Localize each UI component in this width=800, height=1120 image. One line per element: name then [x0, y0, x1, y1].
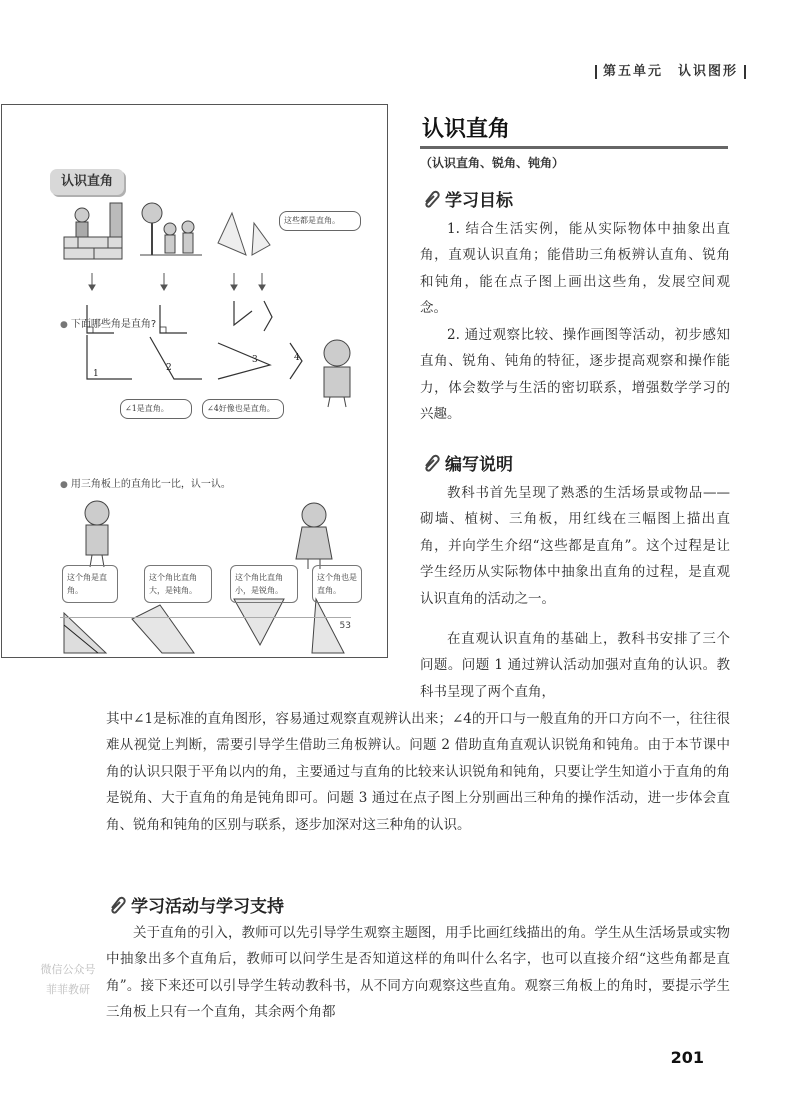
boy-figure	[85, 501, 109, 567]
teacher-figure	[324, 340, 350, 407]
angle-figures	[87, 335, 302, 379]
section-heading-activities: 学习活动与学习支持	[106, 892, 284, 917]
set-square-overlays	[64, 599, 344, 653]
textbook-inset	[1, 104, 388, 658]
caption-card-3: 这个角比直角小，是锐角。	[230, 565, 298, 603]
tree-planting-icon	[140, 203, 202, 255]
notes-paragraph-2a: 在直观认识直角的基础上，教科书安排了三个问题。问题 1 通过辨认活动加强对直角的认识。教科书呈现了两个直角，	[420, 631, 730, 700]
angle-label-1: 1	[93, 369, 99, 379]
caption-card-2: 这个角比直角大，是钝角。	[144, 565, 212, 603]
notes-paragraph-1: 教科书首先呈现了熟悉的生活场景或物品——砌墙、植树、三角板，用红线在三幅图上描出直角，并向学生介绍“这些都是直角”。这个过程是让学生经历从实际物体中抽象出直角的过程，是直观认识直角的活动之一。	[420, 485, 730, 607]
section-heading-goals: 学习目标	[420, 186, 513, 211]
inset-page-number: 53	[339, 621, 351, 631]
activities-paragraph-1: 关于直角的引入，教师可以先引导学生观察主题图，用手比画红线描出的角。学生从生活场景或实物中抽象出多个直角后，教师可以问学生是否知道这样的角叫什么名字，也可以直接介绍“这些角都是直角”。接下来还可以引导学生转动教科书，从不同方向观察这些直角。观察三角板上的角时，要提示学生三角板上只有一个直角，其余两个角都	[106, 925, 730, 1021]
page-number: 201	[670, 1048, 704, 1067]
caption-card-1: 这个角是直角。	[62, 565, 118, 603]
set-square-icon	[218, 213, 270, 255]
running-header: 第五单元 认识图形	[589, 60, 752, 79]
inset-footer-rule	[60, 617, 351, 618]
angle-label-3: 3	[252, 355, 258, 365]
paperclip-icon	[420, 452, 442, 474]
down-arrows	[89, 273, 265, 290]
speech-bubble-girl: ∠4好像也是直角。	[202, 399, 284, 419]
speech-bubble-teacher: 这些都是直角。	[279, 211, 361, 231]
angle-label-4: 4	[294, 353, 300, 363]
title-underline	[420, 146, 728, 149]
page-subtitle: （认识直角、锐角、钝角）	[420, 156, 565, 170]
speech-bubble-boy: ∠1是直角。	[120, 399, 192, 419]
inset-lesson-label: 认识直角	[50, 169, 124, 195]
girl-figure	[296, 503, 332, 569]
paperclip-icon	[106, 894, 128, 916]
goals-paragraph-2: 2. 通过观察比较、操作画图等活动，初步感知直角、锐角、钝角的特征，逐步提高观察和操作能力，体会数学与生活的密切联系，增强数学学习的兴趣。	[420, 327, 730, 423]
goals-paragraph-1: 1. 结合生活实例，能从实际物体中抽象出直角，直观认识直角；能借助三角板辨认直角、锐角和钝角，能在点子图上画出这些角，发展空间观念。	[420, 221, 730, 317]
caption-card-4: 这个角也是直角。	[312, 565, 362, 603]
angle-label-2: 2	[166, 363, 172, 373]
question-2: ● 用三角板上的直角比一比，认一认。	[60, 475, 231, 490]
section-heading-notes: 编写说明	[420, 450, 513, 475]
paperclip-icon	[420, 188, 442, 210]
watermark: 微信公众号 菲菲教研	[40, 963, 96, 996]
page-title: 认识直角	[422, 117, 511, 142]
brick-wall-icon	[64, 203, 122, 259]
notes-paragraph-2b: 其中∠1是标准的直角图形，容易通过观察直观辨认出来；∠4的开口与一般直角的开口方向不一，往往很难从视觉上判断，需要引导学生借助三角板辨认。问题 2 借助直角直观认识锐角和钝角。由于本节课中角的认识只限于平角以内的角，主要通过与直角的比较来认识锐角和钝角，只要让学生知道小于直角的角是锐角、大于直角的角是钝角即可。问题 3 通过在点子图上分别画出三种角的操作活动，进一步体会直角、锐角和钝角的区别与联系，逐步加深对这三种角的认识。	[106, 711, 730, 833]
question-1: ● 下面哪些角是直角?	[60, 315, 156, 330]
